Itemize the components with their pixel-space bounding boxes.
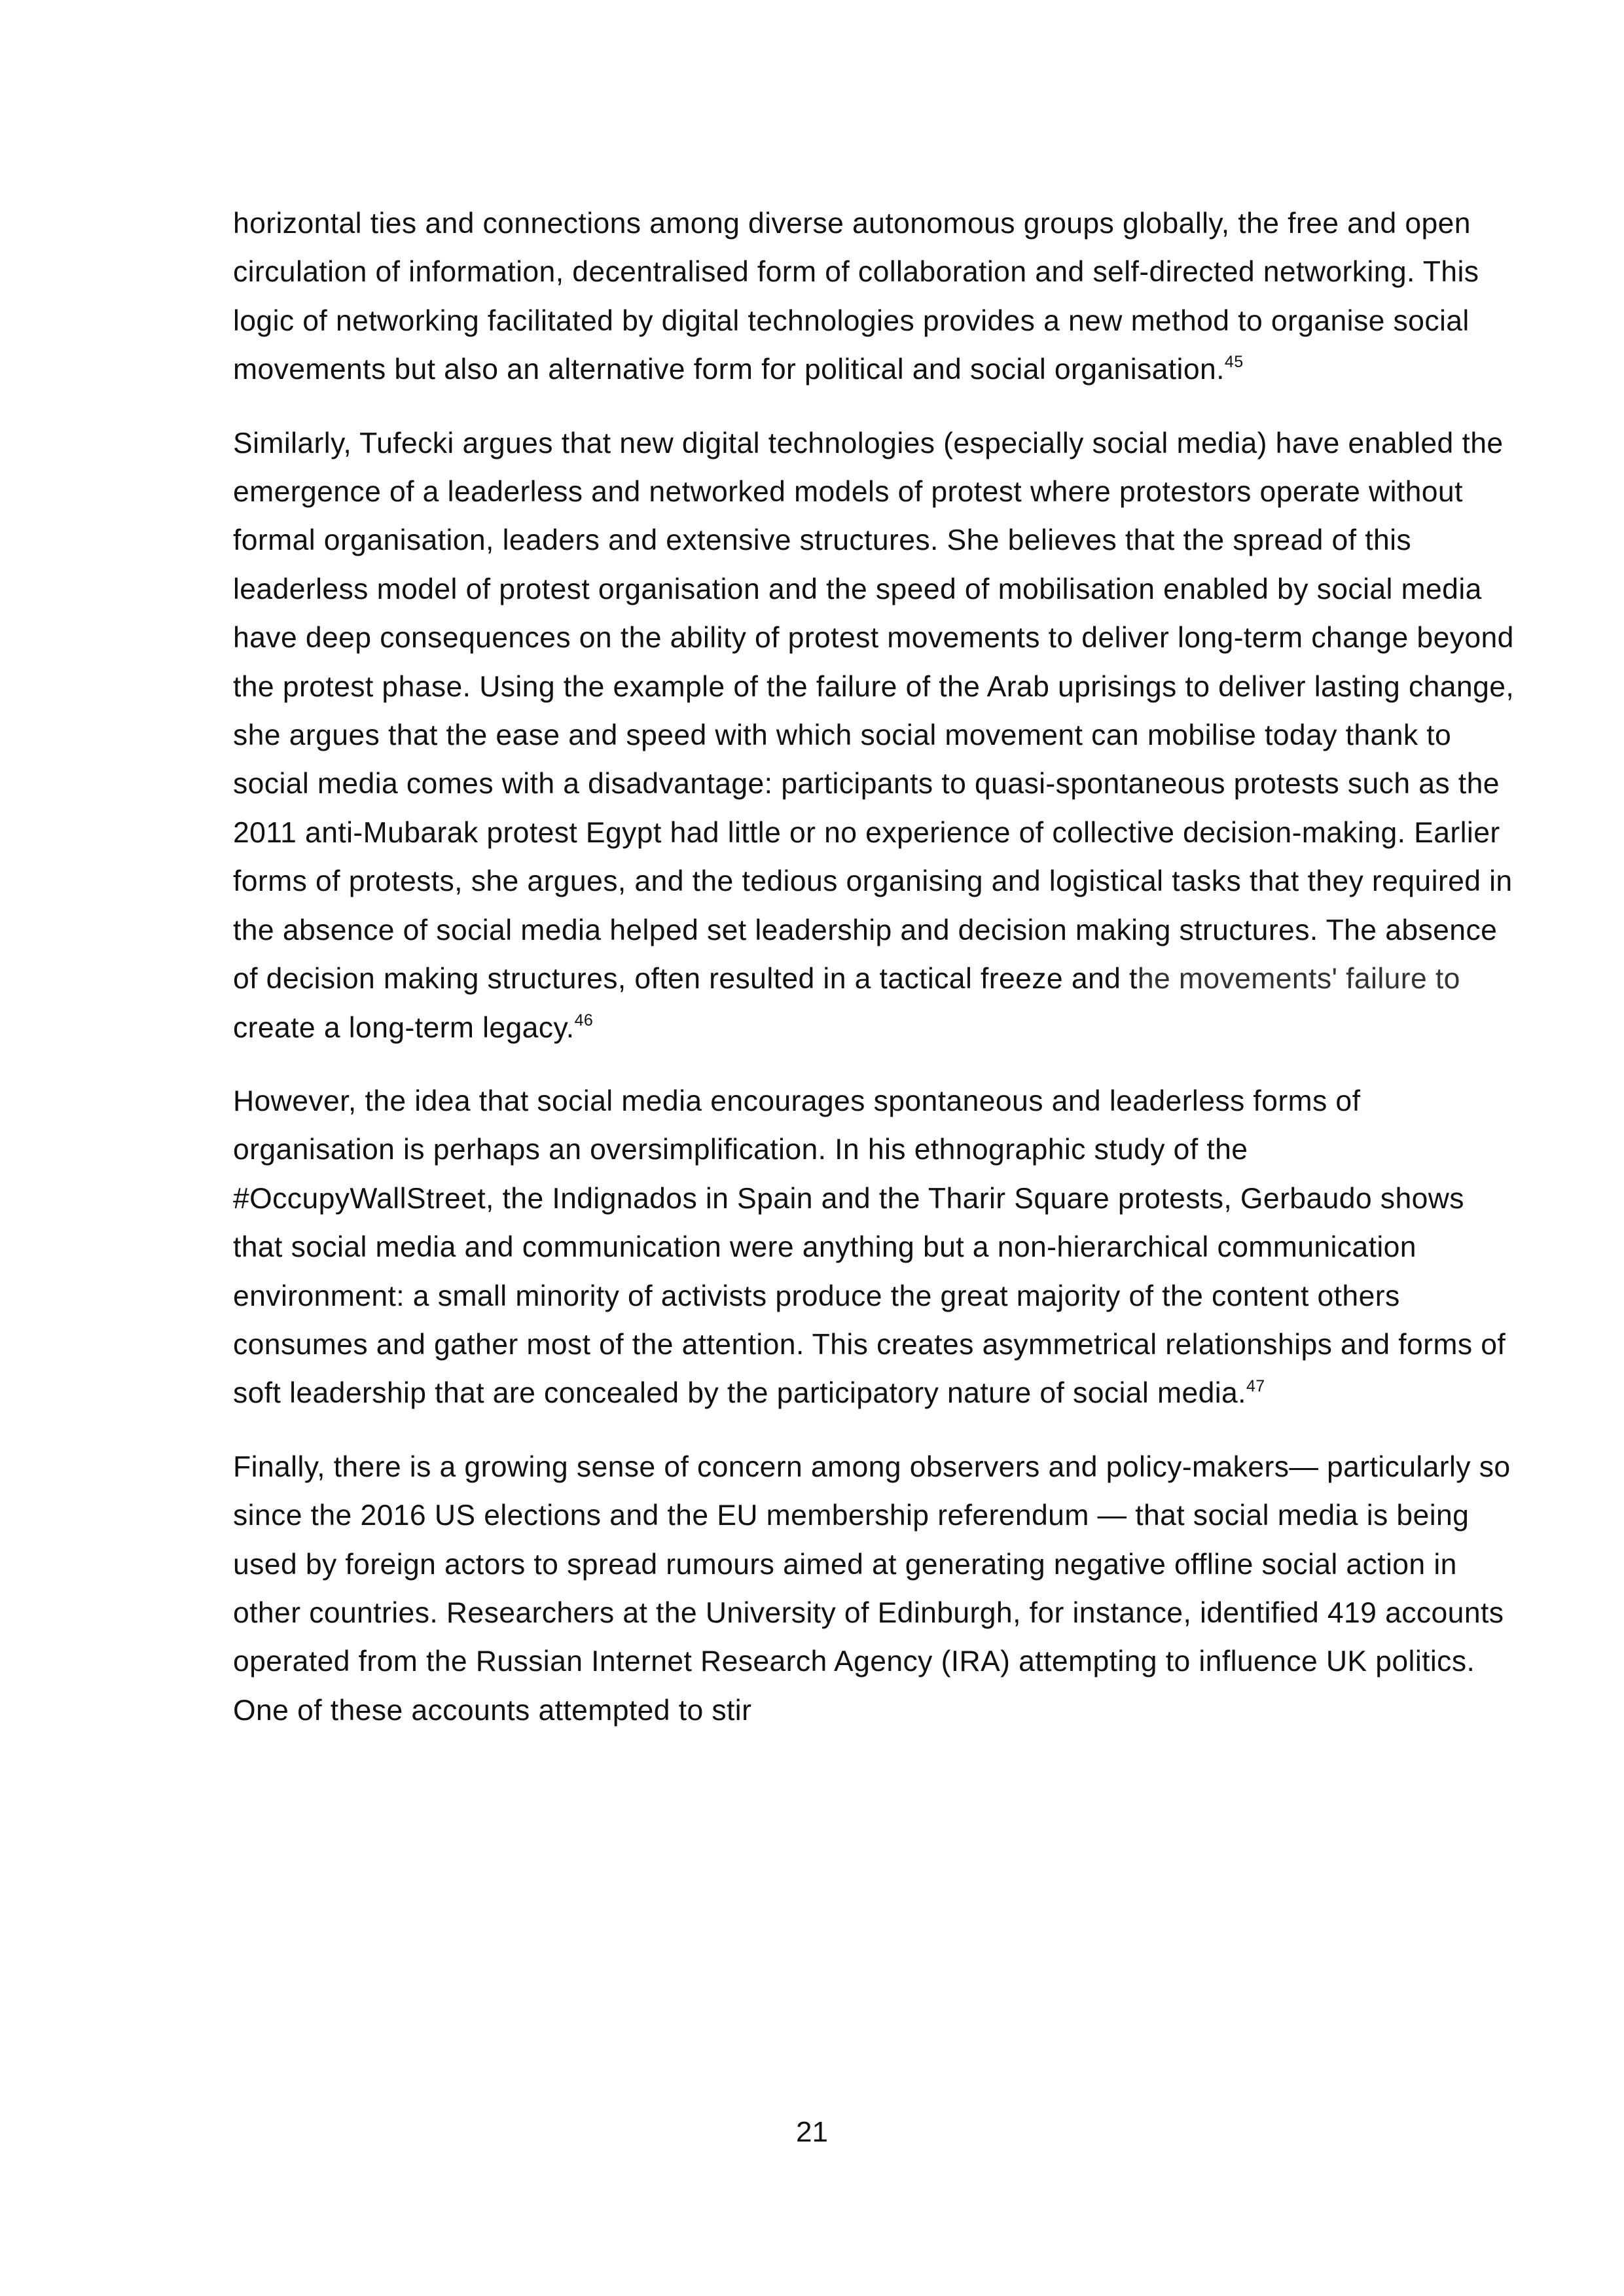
page-number: 21 (796, 2116, 828, 2148)
paragraph-text: Finally, there is a growing sense of concern among observers and policy-makers— particularly so since the 2016 US elections and the EU membership referendum — that social media is being used by foreign actors to spread rumours aimed at generating negative offline social action in other countries. Researchers at the University of Edinburgh, for instance, identified 419 accounts operated from the Russian Internet Research Agency (IRA) attempting to influence UK politics. One of these accounts attempted to stir (233, 1450, 1511, 1727)
footnote-marker[interactable]: 47 (1246, 1376, 1265, 1395)
paragraph-foreign-actors (233, 1443, 1516, 1735)
paragraph-text: horizontal ties and connections among diverse autonomous groups globally, the free and open circulation of information, decentralised form of collaboration and self-directed networking. This logic of networking facilitated by digital technologies provides a new method to organise social movements but also an alternative form for political and social organisation. (233, 207, 1479, 386)
paragraph-networking (233, 200, 1516, 395)
paragraph-text-thin: he movements' failure to (1137, 963, 1460, 996)
paragraph-text: However, the idea that social media encourages spontaneous and leaderless forms of organisation is perhaps an oversimplification. In his ethnographic study of the #OccupyWallStreet, the Indignados in Spain and the Tharir Square protests, Gerbaudo shows that social media and communication were anything but a non-hierarchical communication environment: a small minority of activists produce the great majority of the content others consumes and gather most of the attention. This creates asymmetrical relationships and forms of soft leadership that are concealed by the participatory nature of social media. (233, 1085, 1506, 1410)
paragraph-text: Similarly, Tufecki argues that new digital technologies (especially social media) have enabled the emergence of a leaderless and networked models of protest where protestors operate without formal organisation, leaders and extensive structures. She believes that the spread of this leaderless model of protest organisation and the speed of mobilisation enabled by social media have deep consequences on the ability of protest movements to deliver long-term change beyond the protest phase. Using the example of the failure of the Arab uprisings to deliver lasting change, she argues that the ease and speed with which social movement can mobilise today thank to social media comes with a disadvantage: participants to quasi-spontaneous protests such as the 2011 anti-Mubarak protest Egypt had little or no experience of collective decision-making. Earlier forms of protests, she argues, and the tedious organising and logistical tasks that they required in the absence of social media helped set leadership and decision making structures. The absence of decision making structures, often resulted in a tactical freeze and t (233, 427, 1515, 996)
paragraph-gerbaudo (233, 1077, 1516, 1418)
paragraph-tufecki (233, 420, 1516, 1052)
paragraph-text-end: create a long-term legacy. (233, 1011, 575, 1044)
footnote-marker[interactable]: 46 (574, 1011, 594, 1030)
document-page (233, 200, 1516, 1760)
footnote-marker[interactable]: 45 (1224, 353, 1244, 372)
